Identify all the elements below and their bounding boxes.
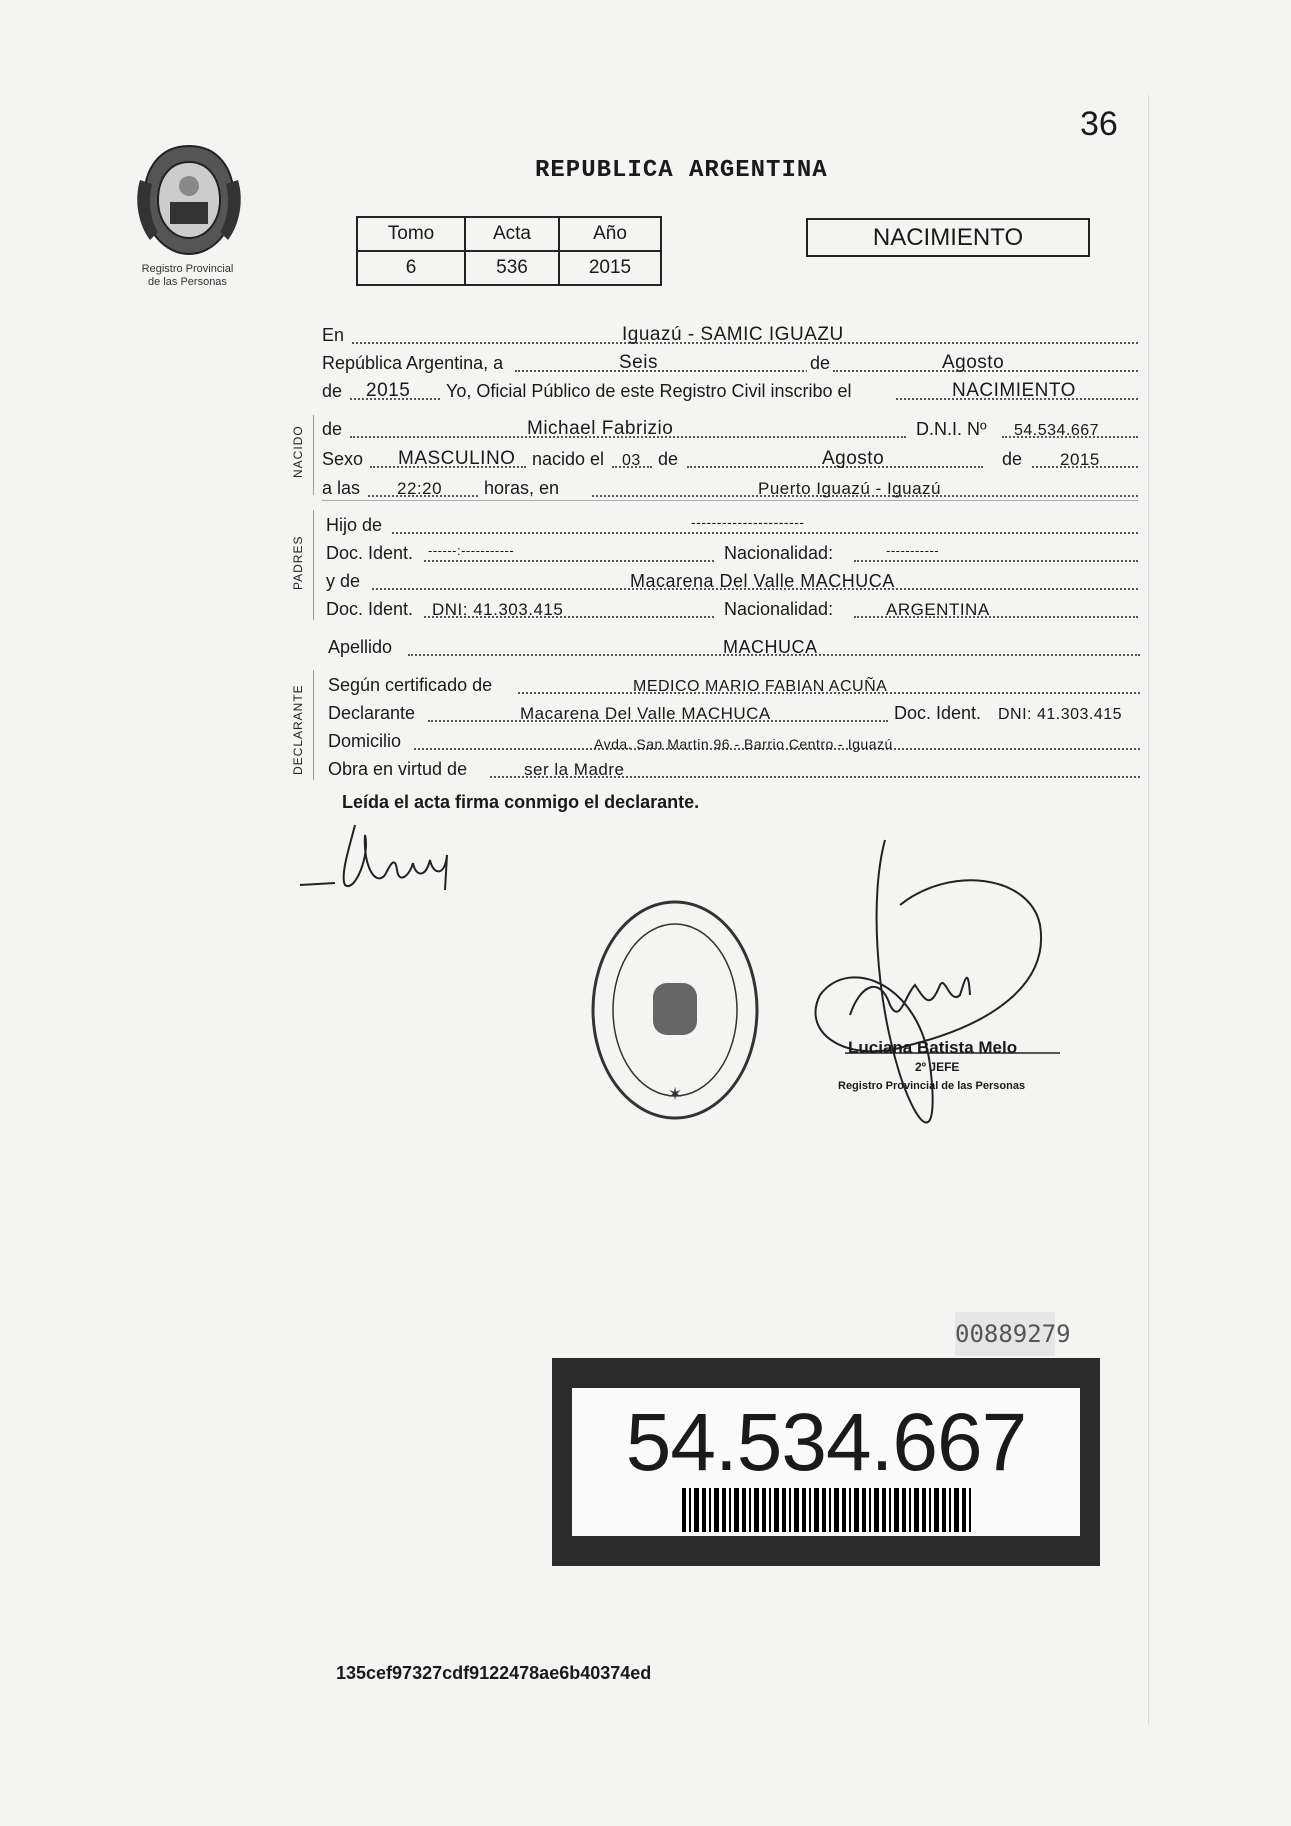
nacido-dia: 03 — [622, 452, 641, 469]
sexo-value: MASCULINO — [398, 448, 516, 469]
declarante-label: Declarante — [328, 703, 416, 723]
de2-label: de — [322, 381, 343, 401]
en-label: En — [322, 325, 345, 345]
closing-statement: Leída el acta firma conmigo el declarante. — [342, 792, 700, 812]
section-nacido: NACIDO — [291, 425, 305, 478]
row-declarante — [328, 700, 1140, 726]
serial-number: 00889279 — [955, 1312, 1055, 1356]
registry-table — [356, 216, 662, 286]
row-anio — [322, 378, 1138, 404]
logo-caption-line1: Registro Provincial — [141, 263, 234, 275]
row-hora — [322, 475, 1138, 501]
yo-label: Yo, Oficial Público de este Registro Civil inscribo el — [442, 381, 856, 402]
obra-value: ser la Madre — [524, 760, 625, 779]
svg-text:✶: ✶ — [667, 1084, 683, 1105]
value-anio: 2015 — [559, 251, 661, 285]
de5-label: de — [1002, 449, 1023, 469]
doc1-label: Doc. Ident. — [326, 543, 414, 563]
dia-value: Seis — [619, 352, 658, 373]
page-number: 36 — [1080, 105, 1118, 143]
official-role: 2º JEFE — [915, 1060, 960, 1074]
hijo-label: Hijo de — [326, 515, 383, 535]
nacido-separator — [322, 500, 1138, 501]
apellido-label: Apellido — [328, 637, 393, 657]
nacido-mes: Agosto — [822, 448, 885, 469]
inscribo-value: NACIMIENTO — [952, 380, 1076, 401]
nac2-value: ARGENTINA — [886, 600, 990, 619]
logo-caption — [125, 263, 250, 289]
doc2-label: Doc. Ident. — [326, 599, 414, 619]
mes-value: Agosto — [942, 352, 1005, 373]
row-hijo — [326, 512, 1138, 538]
official-stamp — [585, 895, 765, 1130]
dni-value: 54.534.667 — [1014, 422, 1100, 439]
row-sexo — [322, 446, 1138, 472]
hijo-value: ---------------------- — [691, 514, 805, 530]
barcode — [682, 1488, 972, 1532]
header-tomo: Tomo — [357, 217, 465, 251]
row-obra — [328, 756, 1140, 782]
header-anio: Año — [559, 217, 661, 251]
dni-sticker-panel — [572, 1388, 1080, 1536]
segun-value: MEDICO MARIO FABIAN ACUÑA — [633, 678, 888, 695]
dni-sticker — [552, 1358, 1100, 1566]
row-en — [322, 322, 1138, 348]
horas-label: horas, en — [484, 478, 560, 498]
lugar-value: Puerto Iguazú - Iguazú — [758, 479, 942, 498]
de-label: de — [807, 353, 833, 374]
row-nombre — [322, 416, 1138, 442]
row-apellido — [328, 634, 1140, 660]
doc3-value: DNI: 41.303.415 — [998, 706, 1123, 723]
declarante-value: Macarena Del Valle MACHUCA — [520, 704, 771, 723]
hora-value: 22:20 — [397, 479, 443, 498]
sticker-dni-number: 54.534.667 — [625, 1397, 1027, 1488]
official-name: Luciana Batista Melo — [848, 1038, 1018, 1057]
value-acta: 536 — [465, 251, 559, 285]
dni-label: D.N.I. Nº — [916, 419, 987, 439]
segun-label: Según certificado de — [328, 675, 493, 695]
nacido-label: nacido el — [532, 449, 605, 469]
padres-divider — [313, 510, 314, 620]
nacido-anio: 2015 — [1060, 450, 1100, 469]
row-segun — [328, 672, 1140, 698]
nac1-value: ----------- — [886, 543, 940, 558]
section-padres: PADRES — [291, 535, 305, 590]
declarant-signature — [295, 815, 475, 895]
sexo-label: Sexo — [322, 449, 364, 469]
section-declarante: DECLARANTE — [291, 684, 305, 775]
republica-label: República Argentina, a — [322, 353, 504, 373]
page-edge-line — [1148, 95, 1149, 1725]
row-madre — [326, 568, 1138, 594]
official-org: Registro Provincial de las Personas — [838, 1080, 1026, 1092]
row-doc1 — [326, 540, 1138, 566]
alas-label: a las — [322, 478, 361, 498]
yde-label: y de — [326, 571, 361, 591]
row-republica — [322, 350, 1138, 376]
value-tomo: 6 — [357, 251, 465, 285]
document-title: REPUBLICA ARGENTINA — [535, 157, 828, 184]
doc1-value: ------:----------- — [428, 543, 515, 558]
doc3-label: Doc. Ident. — [894, 703, 982, 723]
doc2-value: DNI: 41.303.415 — [432, 600, 564, 619]
de4-label: de — [658, 449, 679, 469]
official-signature — [790, 835, 1090, 1155]
domicilio-label: Domicilio — [328, 731, 402, 751]
header-acta: Acta — [465, 217, 559, 251]
logo-caption-line2: de las Personas — [148, 276, 227, 288]
apellido-value: MACHUCA — [723, 637, 818, 657]
record-type-box: NACIMIENTO — [806, 218, 1090, 257]
obra-label: Obra en virtud de — [328, 759, 468, 779]
madre-value: Macarena Del Valle MACHUCA — [630, 571, 895, 591]
provincial-seal-logo — [130, 140, 248, 260]
nombre-value: Michael Fabrizio — [527, 418, 674, 439]
nac1-label: Nacionalidad: — [724, 543, 834, 563]
document-hash: 135cef97327cdf9122478ae6b40374ed — [336, 1663, 652, 1683]
nacido-divider — [313, 415, 314, 495]
de3-label: de — [322, 419, 343, 439]
domicilio-value: Avda. San Martin 96 - Barrio Centro - Iguazú — [594, 736, 893, 752]
declarante-divider — [313, 670, 314, 780]
row-doc2 — [326, 596, 1138, 622]
anio-value: 2015 — [366, 380, 411, 401]
nac2-label: Nacionalidad: — [724, 599, 834, 619]
row-domicilio — [328, 728, 1140, 754]
en-value: Iguazú - SAMIC IGUAZU — [622, 324, 844, 345]
